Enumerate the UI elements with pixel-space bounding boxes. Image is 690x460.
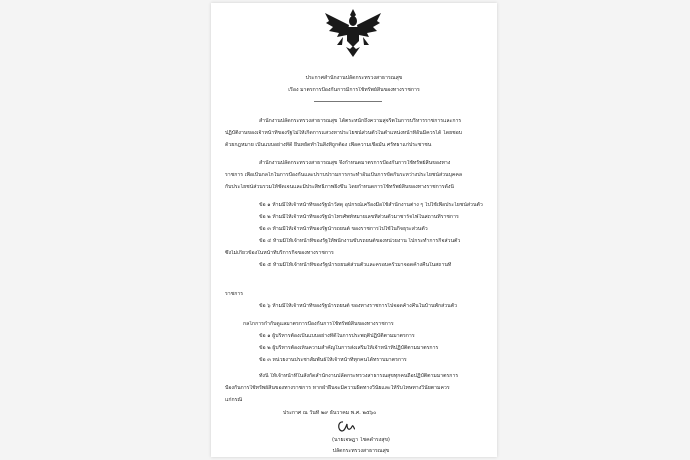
garuda-emblem-icon [323,7,383,59]
guide-item: ข้อ ๓ หน่วยงานประชาสัมพันธ์ให้เจ้าหน้าที่ทุกคนได้ทราบมาตรการ [259,357,407,363]
rule-item: ข้อ ๖ ห้ามมิให้เจ้าหน้าที่ของรัฐนำรถยนต์ ของทางราชการไปจอดค้างคืนในบ้านพักส่วนตัว [259,303,458,309]
closing-line: ทั้งนี้ ให้เจ้าหน้าที่ในสังกัดสำนักงานปลัดกระทรวงสาธารณสุขทุกคนถือปฏิบัติตามมาตรการ [259,373,459,379]
issue-date: ประกาศ ณ วันที่ ๒๙ ธันวาคม พ.ศ. ๒๕๖๐ [283,410,377,416]
paragraph-line: สำนักงานปลัดกระทรวงสาธารณสุข จึงกำหนดมาตรการป้องกันการใช้ทรัพย์สินของทาง [259,160,451,166]
paragraph-line: ปฏิบัติงานของเจ้าหน้าที่ของรัฐไม่ให้เกิดการแสวงหาประโยชน์ส่วนตัวในตำแหน่งหน้าที่อันมิควรได้ โดยชอบ [225,130,463,136]
rule-item: ข้อ ๒ ห้ามมิให้เจ้าหน้าที่ของรัฐนำโทรศัพท์หมายเลขที่ส่วนตัวมาชาร์จไฟในสถานที่ราชการ [259,214,459,220]
closing-line: แก่กรณี [225,397,243,403]
signatory-name: (นายเจษฎา โชคดำรงสุข) [332,437,390,443]
paragraph-line: สำนักงานปลัดกระทรวงสาธารณสุข ได้ตระหนักถึงความสุจริตในการบริหารราชการและการ [259,118,462,124]
signatory-position: ปลัดกระทรวงสาธารณสุข [332,448,390,454]
heading-subject: เรื่อง มาตรการป้องกันการมีการใช้ทรัพย์สินของทางราชการ [288,87,420,93]
closing-line: ป้องกันการใช้ทรัพย์สินของทางราชการ หากฝ่าฝืนจะมีความผิดทางวินัยและให้รับโทษทางวินัยตามควร [225,385,450,391]
paragraph-line: ราชการ เพื่อเป็นกลไกในการป้องกันและปราบปรามการกระทำอันเป็นการขัดกันระหว่างประโยชน์ส่วนบุคคล [225,172,462,178]
paragraph-line: กับประโยชน์ส่วนรวมให้ชัดเจนและมีประสิทธิภาพยิ่งขึ้น โดยกำหนดการใช้ทรัพย์สินของทางราชการดังนี้ [225,184,454,190]
rule-item: ข้อ ๕ ห้ามมิให้เจ้าหน้าที่ของรัฐนำรถยนต์ส่วนตัวและครอบครัวมาจอดค้างคืนในสถานที่ [259,262,452,268]
rule-item: ข้อ ๓ ห้ามมิให้เจ้าหน้าที่ของรัฐนำรถยนต์ ของราชการไปใช้ในกิจธุระส่วนตัว [259,226,428,232]
heading-issuer: ประกาศสำนักงานปลัดกระทรวงสาธารณสุข [305,75,403,81]
signature [336,419,356,433]
paragraph-line: ด้วยกฎหมาย เป็นแบบอย่างที่ดี ยืนหยัดทำในสิ่งที่ถูกต้อง เพื่อความเชื่อมั่น ศรัทธาแก่ประชาชน [225,142,432,148]
guide-item: ข้อ ๑ ผู้บริหารต้องเป็นแบบอย่างที่ดีในการประพฤติปฏิบัติตามมาตรการ [259,333,415,339]
guide-title: กลไกการกำกับดูแลมาตรการป้องกันการใช้ทรัพย์สินของทางราชการ [243,321,394,327]
heading-divider [314,101,382,102]
rule-item: ซึ่งไม่เกี่ยวข้องในหน้าที่บริการกิจของทางราชการ [225,250,334,256]
rule-item: ราชการ [225,291,244,297]
rule-item: ข้อ ๔ ห้ามมิให้เจ้าหน้าที่ของรัฐให้พนักงานขับรถยนต์ของหน่วยงาน ไปกระทำการกิจส่วนตัว [259,238,461,244]
rule-item: ข้อ ๑ ห้ามมิให้เจ้าหน้าที่ของรัฐนำวัสดุ อุปกรณ์เครื่องมือใช้สำนักงานต่าง ๆ ไปใช้เพื่อประโยชน์ส่วนตัว [259,202,483,208]
guide-item: ข้อ ๒ ผู้บริหารต้องเห็นความสำคัญในการส่งเสริมให้เจ้าหน้าที่ปฏิบัติตามมาตรการ [259,345,439,351]
document-page [211,3,497,457]
